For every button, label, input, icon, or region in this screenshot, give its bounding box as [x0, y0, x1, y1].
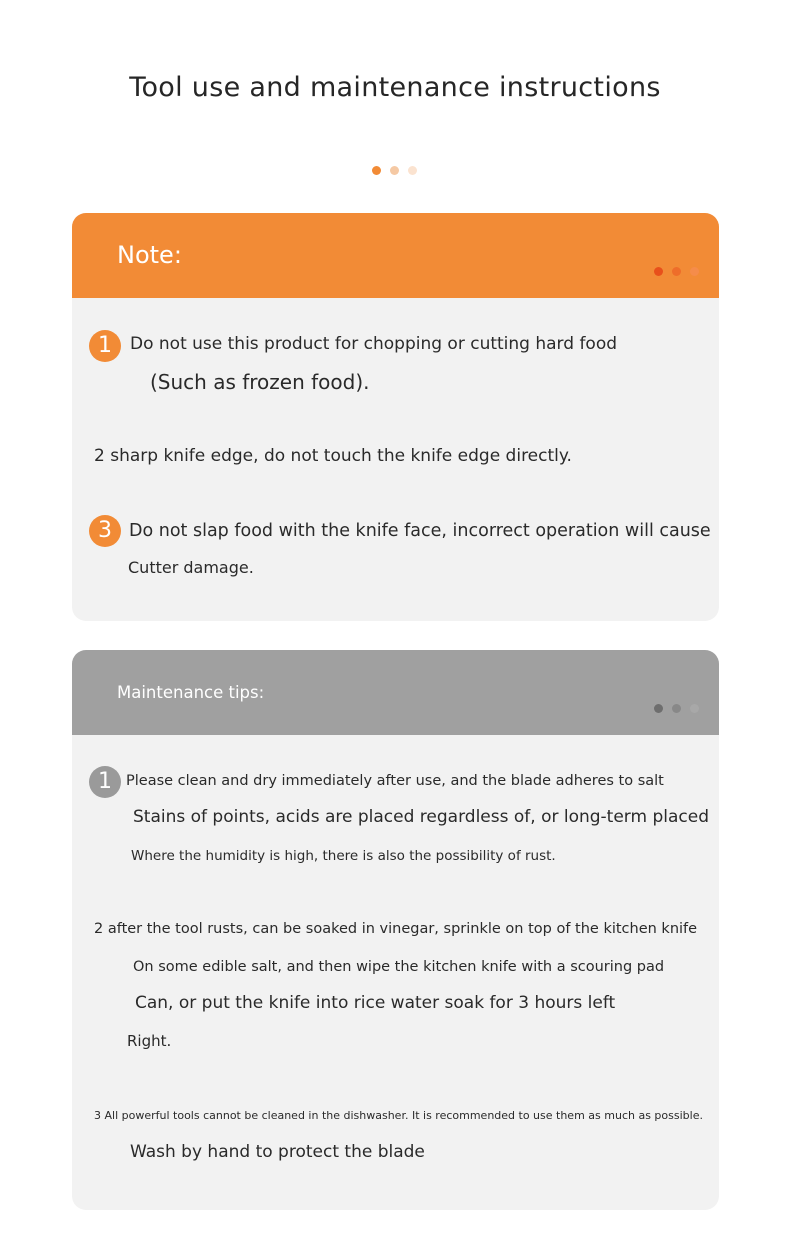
- maint-item-2-line-1: 2 after the tool rusts, can be soaked in vinegar, sprinkle on top of the kitchen knife: [94, 921, 698, 937]
- maint-item-1-line-2: Stains of points, acids are placed regardless of, or long-term placed: [133, 807, 709, 827]
- dot-2: [390, 166, 399, 175]
- maint-item-1-line-3: Where the humidity is high, there is also the possibility of rust.: [131, 848, 556, 864]
- dot-2: [672, 704, 681, 713]
- maint-item-3-line-2: Wash by hand to protect the blade: [130, 1142, 425, 1162]
- maintenance-header: [72, 650, 719, 735]
- note-item-3-line-1: Do not slap food with the knife face, incorrect operation will cause: [129, 521, 711, 541]
- note-dots: [654, 261, 699, 280]
- note-card: [72, 213, 719, 621]
- maintenance-dots: [654, 698, 699, 717]
- dot-3: [690, 704, 699, 713]
- note-header: [72, 213, 719, 298]
- note-title: Note:: [117, 241, 182, 269]
- page-dots: [372, 160, 426, 170]
- number-badge-1: 1: [89, 330, 121, 362]
- number-badge-3: 3: [89, 515, 121, 547]
- dot-1: [372, 166, 381, 175]
- note-item-3-line-2: Cutter damage.: [128, 558, 254, 577]
- maint-item-3-line-1: 3 All powerful tools cannot be cleaned in the dishwasher. It is recommended to use them as much as possible.: [94, 1109, 703, 1122]
- maint-item-1-line-1: Please clean and dry immediately after use, and the blade adheres to salt: [126, 773, 664, 789]
- note-item-1-line-2: (Such as frozen food).: [150, 370, 370, 394]
- maint-item-2-line-3: Can, or put the knife into rice water soak for 3 hours left: [135, 993, 616, 1013]
- dot-1: [654, 267, 663, 276]
- maintenance-title: Maintenance tips:: [117, 683, 265, 702]
- dot-2: [672, 267, 681, 276]
- number-badge-1: 1: [89, 766, 121, 798]
- note-item-2-line-1: 2 sharp knife edge, do not touch the knife edge directly.: [94, 446, 572, 466]
- page-title: Tool use and maintenance instructions: [129, 72, 661, 103]
- dot-3: [408, 166, 417, 175]
- maint-item-2-line-4: Right.: [127, 1032, 172, 1050]
- dot-3: [690, 267, 699, 276]
- maintenance-card: [72, 650, 719, 1210]
- note-item-1-line-1: Do not use this product for chopping or cutting hard food: [130, 334, 618, 354]
- dot-1: [654, 704, 663, 713]
- maint-item-2-line-2: On some edible salt, and then wipe the kitchen knife with a scouring pad: [133, 959, 665, 975]
